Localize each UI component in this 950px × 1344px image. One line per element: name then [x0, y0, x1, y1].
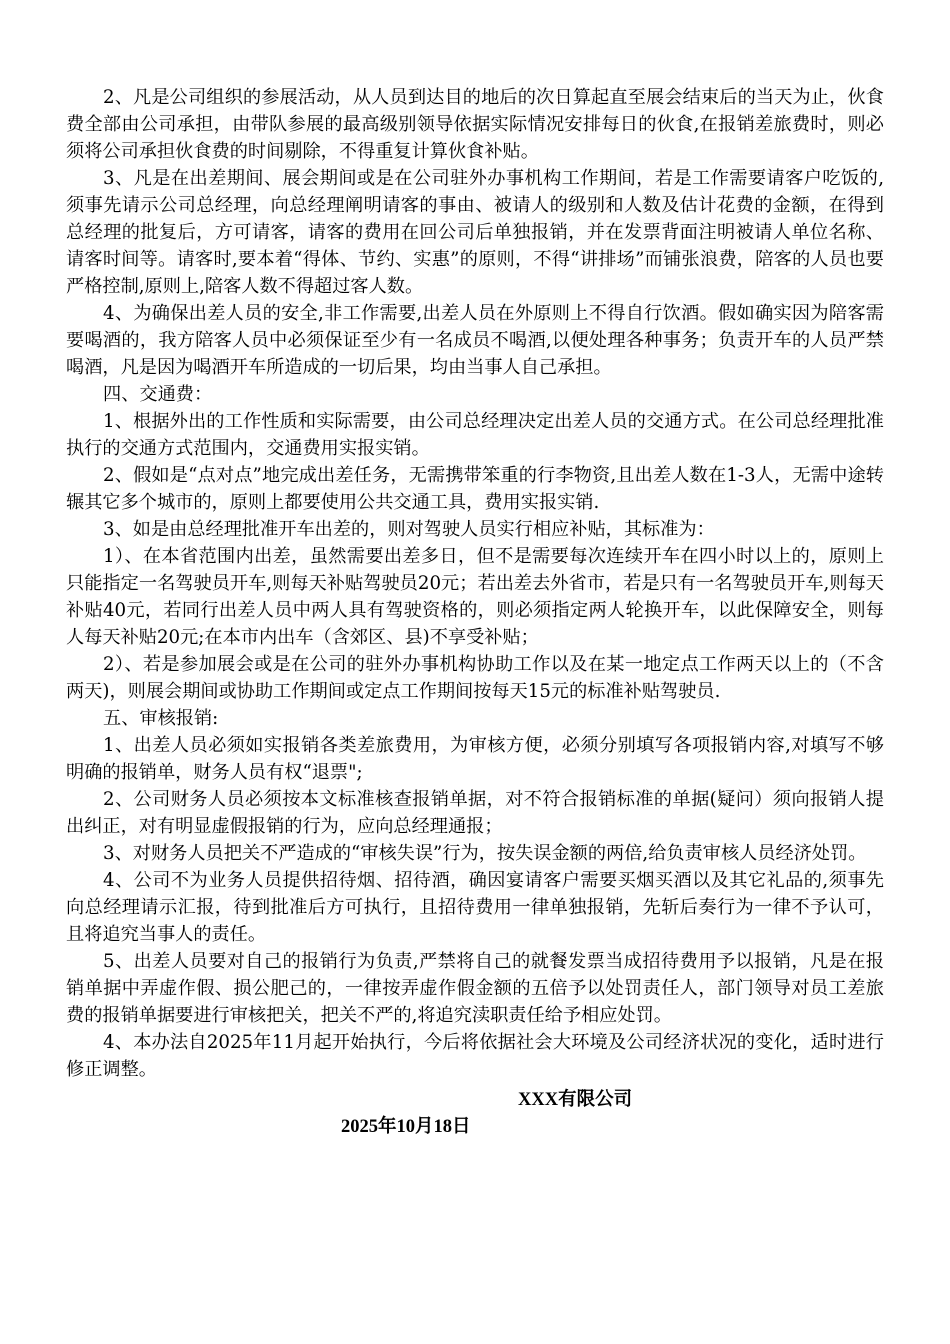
- paragraph-audit-entertainment: 4、公司不为业务人员提供招待烟、招待酒，确因宴请客户需要买烟买酒以及其它礼品的,须事先向总经理请示汇报，待到批准后方可执行，且招待费用一律单独报销，先斩后奏行为一律不予认可，且将追究当事人的责任。: [66, 870, 884, 945]
- signature-date: 2025年10月18日: [341, 1117, 471, 1137]
- paragraph-driver-subsidy-province: 1）、在本省范围内出差，虽然需要出差多日，但不是需要每次连续开车在四小时以上的，原则上只能指定一名驾驶员开车,则每天补贴驾驶员20元；若出差去外省市，若是只有一名驾驶员开车,则每天补贴40元，若同行出差人员中两人具有驾驶资格的，则必须指定两人轮换开车，以此保障安全，则每人每天补贴20元;在本市内出车（含郊区、县)不享受补贴；: [66, 546, 884, 648]
- signature-company: XXX有限公司: [518, 1090, 633, 1110]
- paragraph-public-transport: 2、假如是“点对点”地完成出差任务，无需携带笨重的行李物资,且出差人数在1-3人，无需中途转辗其它多个城市的，原则上都要使用公共交通工具，费用实报实销.: [66, 465, 884, 513]
- paragraph-client-dining: 3、凡是在出差期间、展会期间或是在公司驻外办事机构工作期间，若是工作需要请客户吃饭的,须事先请示公司总经理，向总经理阐明请客的事由、被请人的级别和人数及估计花费的金额，在得到总经理的批复后，方可请客，请客的费用在回公司后单独报销，并在发票背面注明被请人单位名称、请客时间等。请客时,要本着“得体、节约、实惠”的原则，不得“讲排场”而铺张浪费，陪客的人员也要严格控制,原则上,陪客人数不得超过客人数。: [66, 168, 884, 297]
- paragraph-audit-finance: 2、公司财务人员必须按本文标准核查报销单据，对不符合报销标准的单据(疑问）须向报销人提出纠正，对有明显虚假报销的行为，应向总经理通报；: [66, 789, 884, 837]
- paragraph-transport-mode: 1、根据外出的工作性质和实际需要，由公司总经理决定出差人员的交通方式。在公司总经理批准执行的交通方式范围内，交通费用实报实销。: [66, 411, 884, 459]
- paragraph-driver-subsidy-exhibition: 2）、若是参加展会或是在公司的驻外办事机构协助工作以及在某一地定点工作两天以上的（不含两天)，则展会期间或协助工作期间或定点工作期间按每天15元的标准补贴驾驶员.: [66, 654, 884, 702]
- paragraph-audit-truthful: 1、出差人员必须如实报销各类差旅费用，为审核方便，必须分别填写各项报销内容,对填写不够明确的报销单，财务人员有权“退票";: [66, 735, 884, 783]
- section-heading-transport: 四、交通费：: [103, 384, 213, 405]
- paragraph-driver-subsidy: 3、如是由总经理批准开车出差的，则对驾驶人员实行相应补贴，其标准为：: [103, 519, 715, 540]
- paragraph-audit-penalty: 3、对财务人员把关不严造成的“审核失误”行为，按失误金额的两倍,给负责审核人员经济处罚。: [103, 843, 867, 864]
- paragraph-meal-exhibition: 2、凡是公司组织的参展活动，从人员到达目的地后的次日算起直至展会结束后的当天为止，伙食费全部由公司承担，由带队参展的最高级别领导依据实际情况安排每日的伙食,在报销差旅费时，则必须将公司承担伙食费的时间剔除，不得重复计算伙食补贴。: [66, 87, 884, 162]
- paragraph-alcohol-policy: 4、为确保出差人员的安全,非工作需要,出差人员在外原则上不得自行饮酒。假如确实因为陪客需要喝酒的，我方陪客人员中必须保证至少有一名成员不喝酒,以便处理各种事务；负责开车的人员严禁喝酒，凡是因为喝酒开车所造成的一切后果，均由当事人自己承担。: [66, 303, 884, 378]
- paragraph-audit-responsibility: 5、出差人员要对自己的报销行为负责,严禁将自己的就餐发票当成招待费用予以报销，凡是在报销单据中弄虚作假、损公肥己的，一律按弄虚作假金额的五倍予以处罚责任人，部门领导对员工差旅费的报销单据要进行审核把关，把关不严的,将追究渎职责任给予相应处罚。: [66, 951, 884, 1026]
- section-heading-audit: 五、审核报销:: [103, 708, 219, 729]
- paragraph-effective-date: 4、本办法自2025年11月起开始执行，今后将依据社会大环境及公司经济状况的变化，适时进行修正调整。: [66, 1032, 884, 1080]
